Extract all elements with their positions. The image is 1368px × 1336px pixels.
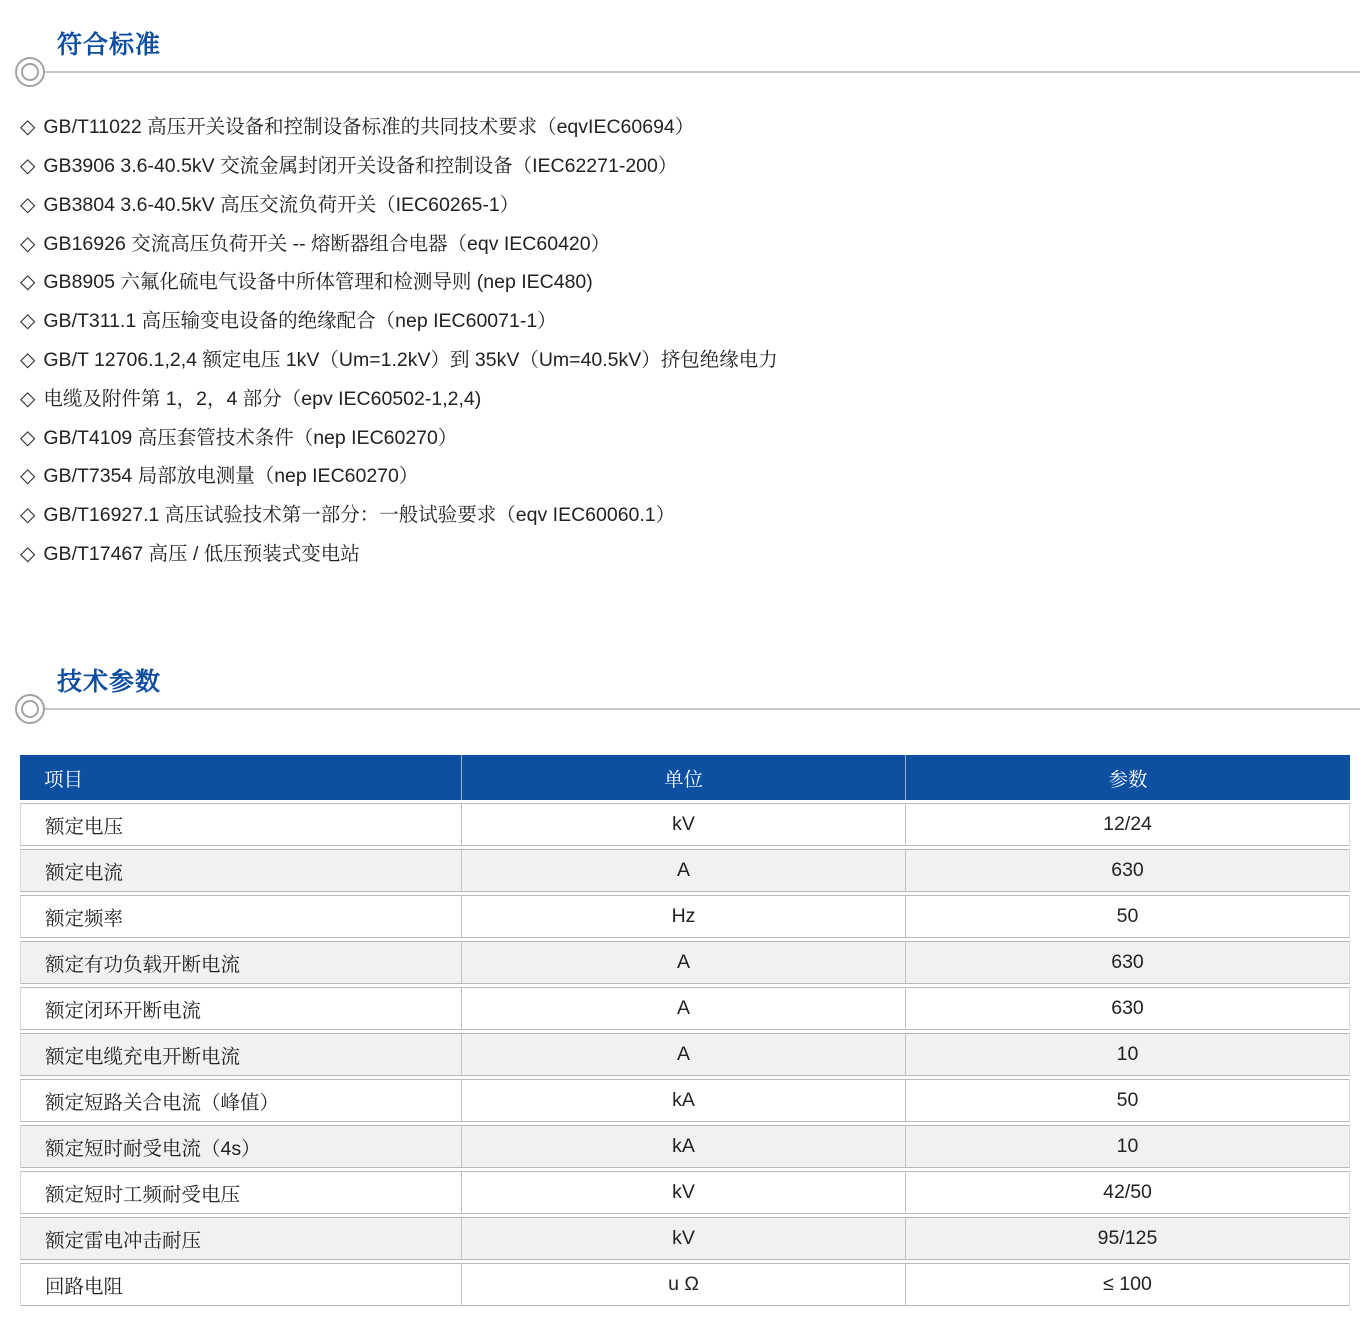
table-row — [20, 895, 1350, 938]
cell-item: 额定电压 — [20, 803, 461, 846]
diamond-bullet-icon: ◇ — [20, 116, 36, 139]
table-row — [20, 1079, 1350, 1122]
table-row — [20, 987, 1350, 1030]
standard-text: 电缆及附件第 1，2，4 部分（epv IEC60502-1,2,4) — [43, 387, 482, 410]
table-row — [20, 1263, 1350, 1306]
table-row — [20, 1033, 1350, 1076]
cell-unit: A — [461, 1033, 905, 1076]
table-row — [20, 1125, 1350, 1168]
cell-value: 630 — [905, 987, 1350, 1030]
cell-value: 12/24 — [905, 803, 1350, 846]
standard-text: GB3906 3.6-40.5kV 交流金属封闭开关设备和控制设备（IEC62271-200） — [43, 155, 678, 178]
section-title-standards: 符合标准 — [57, 31, 162, 59]
parameters-table — [20, 752, 1350, 1309]
standards-list — [20, 108, 1368, 574]
list-item — [20, 108, 1368, 147]
cell-unit: u Ω — [461, 1263, 905, 1306]
diamond-bullet-icon: ◇ — [20, 426, 36, 449]
cell-item: 额定电流 — [20, 849, 461, 892]
column-header-value: 参数 — [905, 755, 1350, 800]
standard-text: GB16926 交流高压负荷开关 -- 熔断器组合电器（eqv IEC60420） — [43, 232, 611, 255]
list-item — [20, 147, 1368, 186]
cell-value: ≤ 100 — [905, 1263, 1350, 1306]
section-rule — [0, 70, 1368, 86]
list-item — [20, 419, 1368, 458]
list-item — [20, 302, 1368, 341]
cell-unit: kA — [461, 1079, 905, 1122]
standard-text: GB/T4109 高压套管技术条件（nep IEC60270） — [43, 426, 458, 449]
standard-text: GB/T16927.1 高压试验技术第一部分：一般试验要求（eqv IEC60060.1） — [43, 504, 676, 527]
cell-unit: A — [461, 941, 905, 984]
diamond-bullet-icon: ◇ — [20, 193, 36, 216]
cell-unit: Hz — [461, 895, 905, 938]
list-item — [20, 263, 1368, 302]
cell-value: 630 — [905, 849, 1350, 892]
table-row — [20, 803, 1350, 846]
section-title-parameters: 技术参数 — [57, 667, 162, 696]
cell-item: 额定雷电冲击耐压 — [20, 1217, 461, 1260]
cell-value: 50 — [905, 1079, 1350, 1122]
cell-item: 额定频率 — [20, 895, 461, 938]
cell-unit: kV — [461, 1217, 905, 1260]
list-item — [20, 341, 1368, 380]
cell-unit: kA — [461, 1125, 905, 1168]
column-header-item: 项目 — [20, 755, 461, 800]
cell-value: 10 — [905, 1033, 1350, 1076]
table-row — [20, 941, 1350, 984]
standard-text: GB/T7354 局部放电测量（nep IEC60270） — [43, 465, 419, 488]
cell-value: 42/50 — [905, 1171, 1350, 1214]
diamond-bullet-icon: ◇ — [20, 349, 36, 372]
list-item — [20, 535, 1368, 574]
diamond-bullet-icon: ◇ — [20, 387, 36, 410]
standard-text: GB3804 3.6-40.5kV 高压交流负荷开关（IEC60265-1） — [43, 193, 520, 216]
cell-unit: A — [461, 987, 905, 1030]
cell-item: 额定闭环开断电流 — [20, 987, 461, 1030]
cell-item: 额定电缆充电开断电流 — [20, 1033, 461, 1076]
cell-unit: kV — [461, 803, 905, 846]
list-item — [20, 496, 1368, 535]
cell-item: 额定有功负载开断电流 — [20, 941, 461, 984]
diamond-bullet-icon: ◇ — [20, 543, 36, 566]
standard-text: GB/T11022 高压开关设备和控制设备标准的共同技术要求（eqvIEC60694） — [43, 116, 695, 139]
cell-value: 10 — [905, 1125, 1350, 1168]
standard-text: GB/T311.1 高压输变电设备的绝缘配合（nep IEC60071-1） — [43, 310, 557, 333]
cell-item: 额定短时耐受电流（4s） — [20, 1125, 461, 1168]
column-header-unit: 单位 — [461, 755, 905, 800]
diamond-bullet-icon: ◇ — [20, 155, 36, 178]
list-item — [20, 457, 1368, 496]
diamond-bullet-icon: ◇ — [20, 232, 36, 255]
cell-unit: kV — [461, 1171, 905, 1214]
cell-item: 额定短时工频耐受电压 — [20, 1171, 461, 1214]
section-parameters-header — [0, 667, 1368, 723]
table-header-row — [20, 755, 1350, 800]
cell-value: 50 — [905, 895, 1350, 938]
diamond-bullet-icon: ◇ — [20, 271, 36, 294]
section-standards-header — [0, 30, 1368, 86]
list-item — [20, 380, 1368, 419]
cell-item: 额定短路关合电流（峰值） — [20, 1079, 461, 1122]
cell-value: 95/125 — [905, 1217, 1350, 1260]
rule-line — [43, 71, 1360, 73]
diamond-bullet-icon: ◇ — [20, 310, 36, 333]
list-item — [20, 225, 1368, 264]
table-row — [20, 849, 1350, 892]
standard-text: GB/T 12706.1,2,4 额定电压 1kV（Um=1.2kV）到 35kV（Um=40.5kV）挤包绝缘电力 — [43, 349, 778, 372]
rule-line — [43, 708, 1360, 710]
circle-decoration-icon — [15, 57, 45, 87]
diamond-bullet-icon: ◇ — [20, 465, 36, 488]
list-item — [20, 186, 1368, 225]
standard-text: GB8905 六氟化硫电气设备中所体管理和检测导则 (nep IEC480) — [43, 271, 593, 294]
cell-value: 630 — [905, 941, 1350, 984]
cell-unit: A — [461, 849, 905, 892]
diamond-bullet-icon: ◇ — [20, 504, 36, 527]
table-row — [20, 1171, 1350, 1214]
table-row — [20, 1217, 1350, 1260]
standard-text: GB/T17467 高压 / 低压预装式变电站 — [43, 543, 360, 566]
section-rule — [0, 707, 1368, 723]
circle-decoration-icon — [15, 694, 45, 724]
cell-item: 回路电阻 — [20, 1263, 461, 1306]
